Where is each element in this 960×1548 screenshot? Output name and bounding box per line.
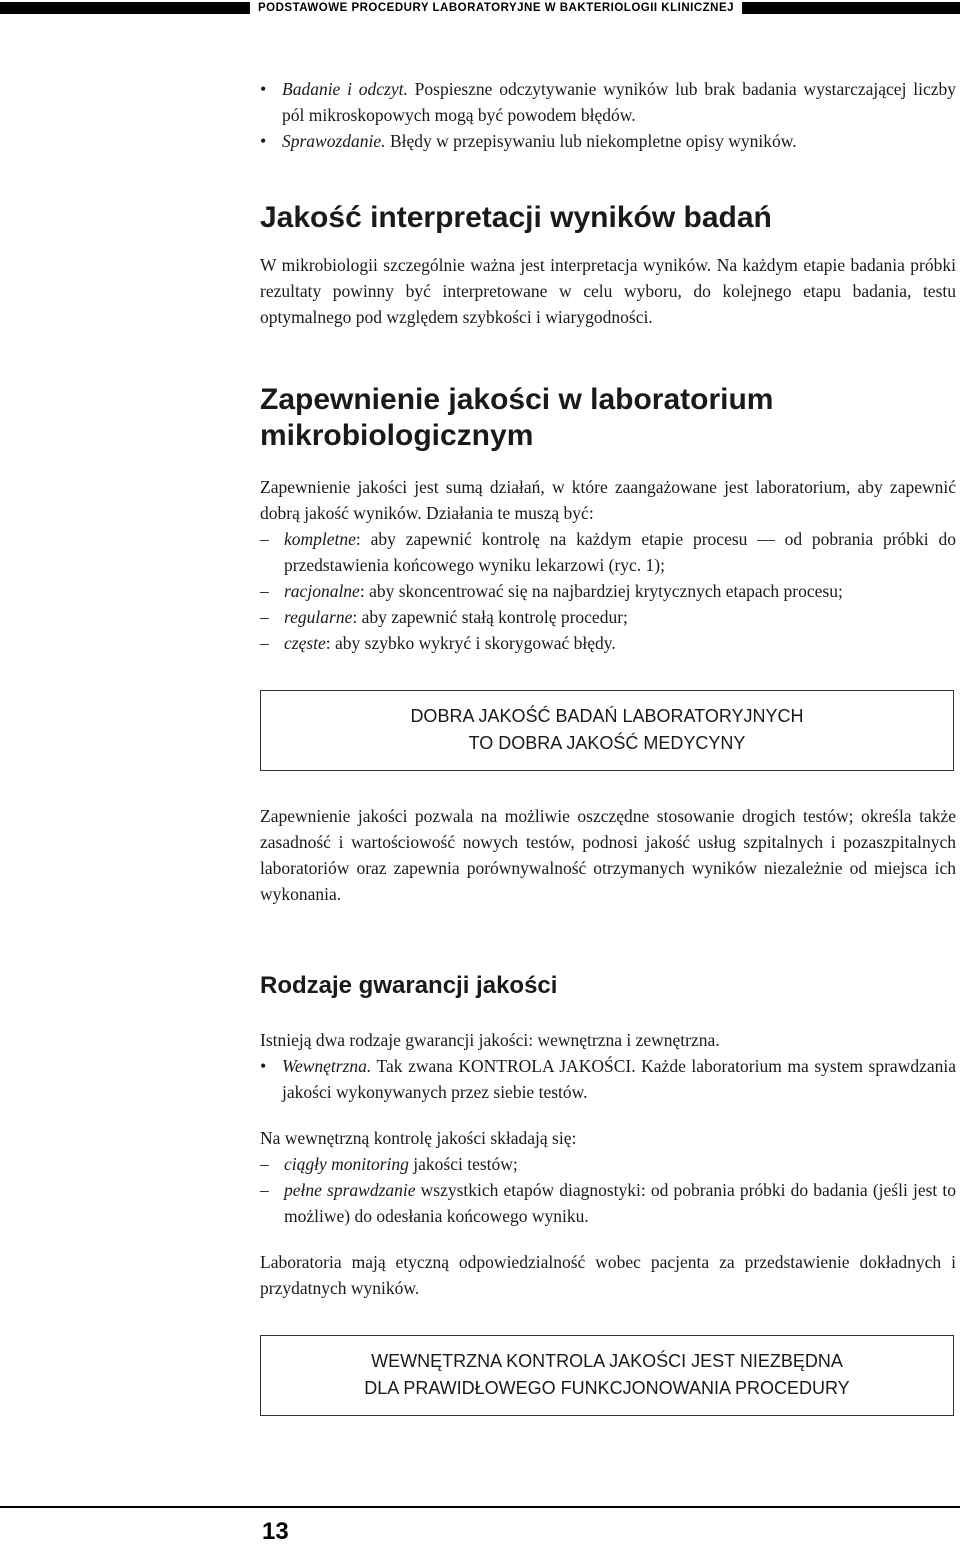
internal-control-list bbox=[260, 1151, 956, 1229]
item-term: kompletne bbox=[284, 529, 356, 549]
callout-line: DOBRA JAKOŚĆ BADAŃ LABORATORYJNYCH bbox=[410, 706, 804, 726]
paragraph-assurance-closing: Zapewnienie jakości pozwala na możliwie oszczędne stosowanie drogich testów; określa także zasadność i wartościowość nowych testów, podnosi jakość usług szpitalnych i pozaszpitalnych laboratoriów oraz zapewnia porównywalność otrzymanych wyników niezależnie od miejsca ich wykonania. bbox=[260, 806, 956, 904]
top-bullet-list bbox=[260, 76, 956, 154]
heading-line: Zapewnienie jakości w laboratorium bbox=[260, 383, 774, 416]
section-heading-interpretation: Jakość interpretacji wyników badań bbox=[260, 201, 772, 234]
types-bullet-list bbox=[260, 1053, 956, 1105]
footer-rule bbox=[0, 1506, 960, 1508]
item-term: częste bbox=[284, 633, 326, 653]
callout-line: DLA PRAWIDŁOWEGO FUNKCJONOWANIA PROCEDURY bbox=[364, 1378, 850, 1398]
bullet-term: Sprawozdanie. bbox=[282, 131, 386, 151]
callout-box-quality bbox=[260, 690, 954, 771]
header-bar-left bbox=[0, 2, 250, 14]
list-item bbox=[260, 1177, 956, 1229]
section-heading-assurance bbox=[260, 382, 956, 454]
item-text: : aby szybko wykryć i skorygować błędy. bbox=[325, 633, 616, 653]
item-text: : aby zapewnić kontrolę na każdym etapie procesu — od pobrania próbki do przedstawienia końcowego wyniku lekarzowi (ryc. 1); bbox=[284, 529, 956, 575]
list-item bbox=[260, 76, 956, 128]
item-text: wszystkich etapów diagnostyki: od pobrania próbki do badania (jeśli jest to możliwe) do odesłania końcowego wyniku. bbox=[284, 1180, 956, 1226]
bullet-text: Błędy w przepisywaniu lub niekompletne opisy wyników. bbox=[385, 131, 797, 151]
list-item bbox=[260, 1151, 956, 1177]
page-content bbox=[260, 76, 956, 1416]
paragraph-interpretation: W mikrobiologii szczególnie ważna jest interpretacja wyników. Na każdym etapie badania próbki rezultaty powinny być interpretowane w celu wyboru, do kolejnego etapu badania, testu optymalnego pod względem szybkości i wiarygodności. bbox=[260, 255, 956, 327]
bullet-term: Wewnętrzna. bbox=[282, 1056, 372, 1076]
item-term: racjonalne bbox=[284, 581, 360, 601]
paragraph-types-intro: Istnieją dwa rodzaje gwarancji jakości: wewnętrzna i zewnętrzna. bbox=[260, 1030, 720, 1050]
item-text: jakości testów; bbox=[408, 1154, 518, 1174]
callout-line: WEWNĘTRZNA KONTROLA JAKOŚCI JEST NIEZBĘDNA bbox=[371, 1351, 843, 1371]
item-term: ciągły monitoring bbox=[284, 1154, 409, 1174]
list-item bbox=[260, 604, 956, 630]
list-item bbox=[260, 1053, 956, 1105]
item-text: : aby skoncentrować się na najbardziej krytycznych etapach procesu; bbox=[359, 581, 843, 601]
assurance-requirements-list bbox=[260, 526, 956, 656]
heading-line: mikrobiologicznym bbox=[260, 419, 534, 452]
item-term: regularne bbox=[284, 607, 353, 627]
running-header bbox=[0, 0, 960, 16]
running-title: PODSTAWOWE PROCEDURY LABORATORYJNE W BAKTERIOLOGII KLINICZNEJ bbox=[258, 2, 735, 14]
callout-box-internal-control bbox=[260, 1335, 954, 1416]
item-term: pełne sprawdzanie bbox=[284, 1180, 416, 1200]
list-item bbox=[260, 630, 956, 656]
callout-line: TO DOBRA JAKOŚĆ MEDYCYNY bbox=[468, 733, 746, 753]
paragraph-internal-intro: Na wewnętrzną kontrolę jakości składają się: bbox=[260, 1128, 577, 1148]
header-bar-right bbox=[742, 2, 960, 14]
item-text: : aby zapewnić stałą kontrolę procedur; bbox=[352, 607, 628, 627]
page-number: 13 bbox=[262, 1518, 289, 1545]
list-item bbox=[260, 526, 956, 578]
bullet-text: Tak zwana KONTROLA JAKOŚCI. Każde laboratorium ma system sprawdzania jakości wykonywanych przez siebie testów. bbox=[282, 1056, 956, 1102]
bullet-term: Badanie i odczyt. bbox=[282, 79, 408, 99]
bullet-text: Pospieszne odczytywanie wyników lub brak badania wystarczającej liczby pól mikroskopowych mogą być powodem błędów. bbox=[282, 79, 956, 125]
list-item bbox=[260, 128, 956, 154]
section-heading-types: Rodzaje gwarancji jakości bbox=[260, 972, 558, 999]
paragraph-ethics: Laboratoria mają etyczną odpowiedzialność wobec pacjenta za przedstawienie dokładnych i przydatnych wyników. bbox=[260, 1252, 956, 1298]
list-item bbox=[260, 578, 956, 604]
paragraph-assurance-intro: Zapewnienie jakości jest sumą działań, w które zaangażowane jest laboratorium, aby zapewnić dobrą jakość wyników. Działania te muszą być: bbox=[260, 477, 956, 523]
